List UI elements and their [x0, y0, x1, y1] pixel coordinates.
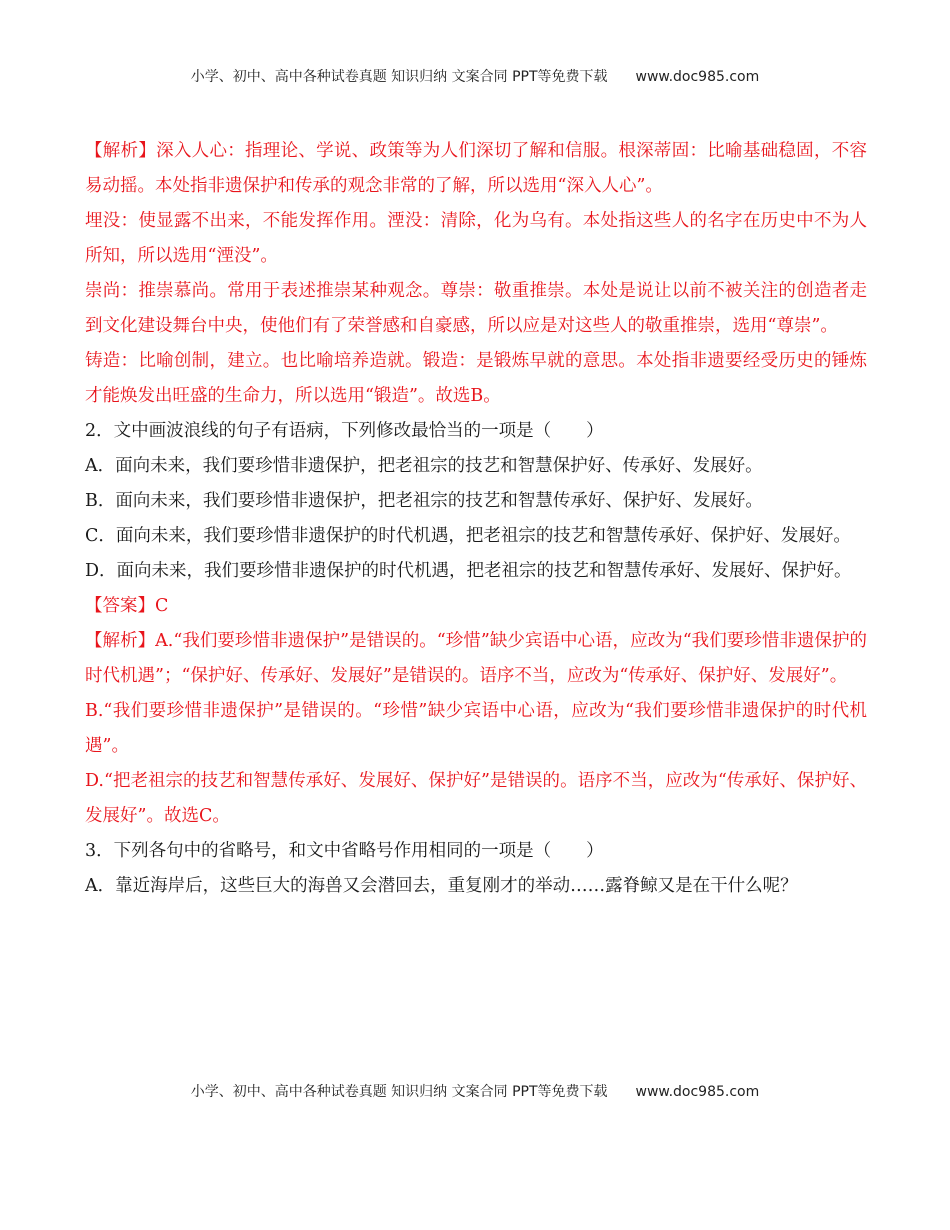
question-2-stem: 2．文中画波浪线的句子有语病，下列修改最恰当的一项是（ ）	[85, 421, 604, 441]
analysis-paragraph: 崇尚：推崇慕尚。常用于表述推崇某种观念。尊崇：敬重推崇。本处是说让以前不被关注的创造者走到文化建设舞台中央，使他们有了荣誉感和自豪感，所以应是对这些人的敬重推崇，选用“尊崇”。	[85, 281, 867, 336]
question-2-option-a: A．面向未来，我们要珍惜非遗保护，把老祖宗的技艺和智慧保护好、传承好、发展好。	[85, 456, 763, 476]
page-header	[0, 66, 950, 86]
question-2-analysis: 【解析】A.“我们要珍惜非遗保护”是错误的。“珍惜”缺少宾语中心语，应改为“我们要珍惜非遗保护的时代机遇”；“保护好、传承好、发展好”是错误的。语序不当，应改为“传承好、保护好、发展好”。	[85, 631, 867, 686]
analysis-paragraph: 埋没：使显露不出来，不能发挥作用。湮没：清除，化为乌有。本处指这些人的名字在历史中不为人所知，所以选用“湮没”。	[85, 211, 867, 266]
question-3-option-a: A．靠近海岸后，这些巨大的海兽又会潜回去，重复刚才的举动……露脊鲸又是在干什么呢？	[85, 876, 798, 896]
footer-text: 小学、初中、高中各种试卷真题 知识归纳 文案合同 PPT等免费下载	[190, 1084, 608, 1100]
header-text: 小学、初中、高中各种试卷真题 知识归纳 文案合同 PPT等免费下载	[190, 69, 608, 85]
header-site-link[interactable]: www.doc985.com	[635, 69, 760, 85]
question-2-answer: 【答案】C	[85, 596, 169, 616]
question-2-option-d: D．面向未来，我们要珍惜非遗保护的时代机遇，把老祖宗的技艺和智慧传承好、发展好、保护好。	[85, 561, 852, 581]
footer-site-link[interactable]: www.doc985.com	[635, 1084, 760, 1100]
analysis-paragraph: 【解析】深入人心：指理论、学说、政策等为人们深切了解和信服。根深蒂固：比喻基础稳固，不容易动摇。本处指非遗保护和传承的观念非常的了解，所以选用“深入人心”。	[85, 141, 867, 196]
question-2-analysis: B.“我们要珍惜非遗保护”是错误的。“珍惜”缺少宾语中心语，应改为“我们要珍惜非遗保护的时代机遇”。	[85, 701, 867, 756]
page-footer	[0, 1081, 950, 1101]
question-2-option-b: B．面向未来，我们要珍惜非遗保护，把老祖宗的技艺和智慧传承好、保护好、发展好。	[85, 491, 763, 511]
question-2-analysis: D.“把老祖宗的技艺和智慧传承好、发展好、保护好”是错误的。语序不当，应改为“传承好、保护好、发展好”。故选C。	[85, 771, 867, 826]
question-2-option-c: C．面向未来，我们要珍惜非遗保护的时代机遇，把老祖宗的技艺和智慧传承好、保护好、发展好。	[85, 526, 851, 546]
document-body	[85, 134, 867, 904]
analysis-paragraph: 铸造：比喻创制，建立。也比喻培养造就。锻造：是锻炼早就的意思。本处指非遗要经受历史的锤炼才能焕发出旺盛的生命力，所以选用“锻造”。故选B。	[85, 351, 867, 406]
question-3-stem: 3．下列各句中的省略号，和文中省略号作用相同的一项是（ ）	[85, 841, 604, 861]
